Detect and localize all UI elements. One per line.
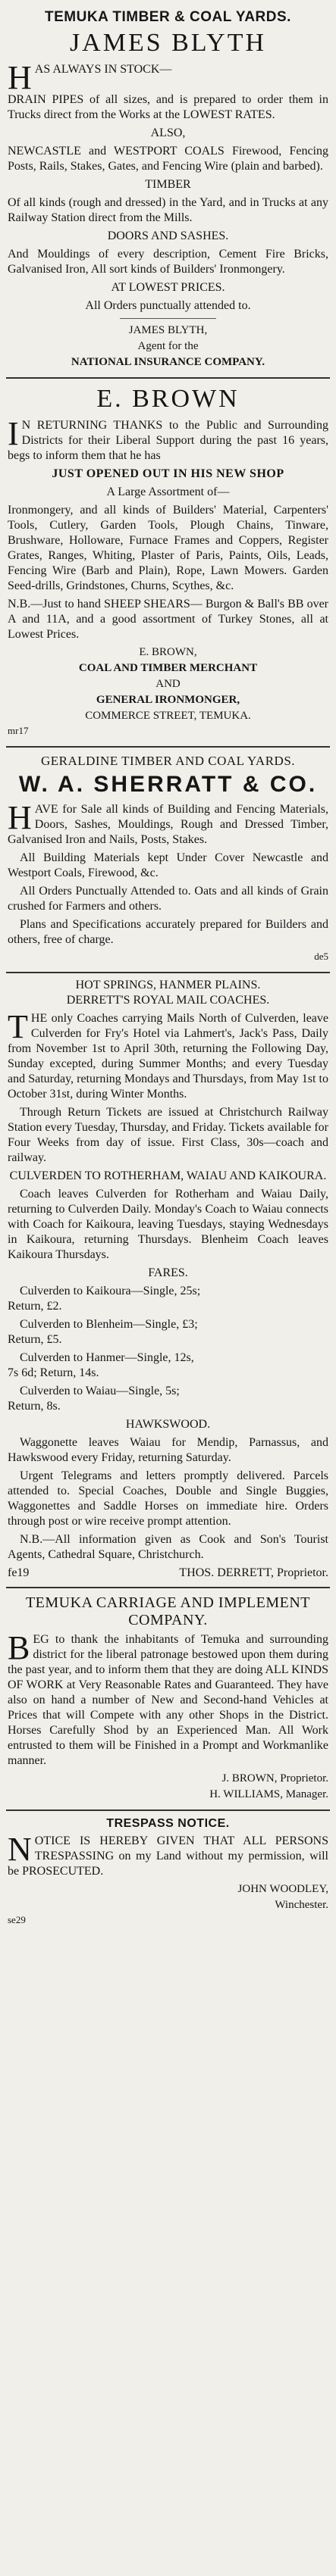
ad-heading: HOT SPRINGS, HANMER PLAINS. <box>75 979 261 991</box>
fare-line: 7s 6d; Return, 14s. <box>8 1366 99 1379</box>
ad-body: Plans and Specifications accurately prepared for Builders and others, free of charge. <box>8 918 328 946</box>
signature: NATIONAL INSURANCE COMPANY. <box>71 356 265 368</box>
fare-line: Culverden to Waiau—Single, 5s; <box>20 1385 180 1397</box>
ad-derrett-coaches <box>6 973 330 1588</box>
signature: THOS. DERRETT, Proprietor. <box>179 1566 328 1579</box>
fare-line: Return, 8s. <box>8 1400 61 1413</box>
ad-code: de5 <box>314 951 328 962</box>
ad-body: Ironmongery, and all kinds of Builders' Material, Carpenters' Tools, Cutlery, Garden Tools, Plough Chains, Tinware, Brushware, Holloware, Furnace Frames and Coppers, Register Grates, Ranges, Whiting, Plaster of Paris, Paints, Oils, Leads, Fencing Wire (Barb and Plain), Rope, Lawn Mowers. Garden Seed-drills, Grindstones, Churns, Scythes, &c. <box>8 504 328 592</box>
fare-line: Culverden to Kaikoura—Single, 25s; <box>20 1285 201 1297</box>
ad-temuka-timber <box>6 3 330 379</box>
ad-code: fe19 <box>8 1566 30 1579</box>
ad-body <box>8 59 328 96</box>
signature: GENERAL IRONMONGER, <box>96 694 240 706</box>
ad-body: A Large Assortment of— <box>106 486 230 498</box>
signature: JOHN WOODLEY, <box>237 1883 328 1895</box>
ad-body <box>8 1831 328 1879</box>
signature: COMMERCE STREET, TEMUKA. <box>85 710 251 722</box>
ad-body-text: AVE for Sale all kinds of Building and Fencing Materials, Doors, Sashes, Mouldings, Rough and Dressed Timber, Galvanised Iron and Nails, Posts, Stakes. <box>8 803 328 846</box>
ad-body: NEWCASTLE and WESTPORT COALS Firewood, Fencing Posts, Rails, Stakes, Gates, and Fencing Wire (plain and barbed). <box>8 145 328 173</box>
drop-cap: T <box>8 1008 28 1045</box>
ad-code: mr17 <box>8 725 29 736</box>
section-label: AT LOWEST PRICES. <box>111 281 225 294</box>
ad-heading: DERRETT'S ROYAL MAIL COACHES. <box>66 994 270 1007</box>
ad-heading: TEMUKA TIMBER & COAL YARDS. <box>45 9 291 25</box>
divider <box>120 318 216 319</box>
ad-trespass-notice <box>6 1811 330 1935</box>
ad-body-text: OTICE IS HEREBY GIVEN THAT ALL PERSONS TRESPASSING on my Land without my permission, will be PROSECUTED. <box>8 1834 328 1878</box>
ad-body-text: AS ALWAYS IN STOCK— <box>34 63 172 76</box>
ad-body: Of all kinds (rough and dressed) in the Yard, and in Trucks at any Railway Station direct from the Mills. <box>8 196 328 224</box>
ad-body-text: N RETURNING THANKS to the Public and Surrounding Districts for their Liberal Support during the past 16 years, begs to inform them that he has <box>8 419 328 462</box>
fare-line: Return, £5. <box>8 1333 62 1346</box>
signature: AND <box>155 678 181 690</box>
section-label: ALSO, <box>150 126 186 139</box>
ad-heading: GERALDINE TIMBER AND COAL YARDS. <box>40 754 296 768</box>
ad-body: N.B.—All information given as Cook and Son's Tourist Agents, Cathedral Square, Christchurch. <box>8 1533 328 1561</box>
ad-heading: TRESPASS NOTICE. <box>106 1817 230 1830</box>
section-label: TIMBER <box>145 178 191 191</box>
ad-body: DRAIN PIPES of all sizes, and is prepared to order them in Trucks direct from the Works at the LOWEST RATES. <box>8 93 328 121</box>
section-label: CULVERDEN TO ROTHERHAM, WAIAU AND KAIKOURA. <box>9 1169 327 1182</box>
drop-cap: H <box>8 799 32 836</box>
advertiser-name: W. A. SHERRATT & CO. <box>18 772 318 797</box>
advertiser-name: E. BROWN <box>96 385 240 413</box>
ad-body: Urgent Telegrams and letters promptly delivered. Parcels attended to. Special Coaches, Double and Single Buggies, Waggonettes and Saddle Horses on immediate hire. Orders through post or wire receive prompt attention. <box>8 1469 328 1528</box>
ad-body-text: HE only Coaches carrying Mails North of Culverden, leave Culverden for Fry's Hotel via Lahmert's, Jack's Pass, Daily from November 1st to April 30th, returning the Following Day, Sunday excepted, during Summer Months; and every Tuesday and Saturday, returning Mondays and Thursdays, from May 1st to October 31st, during Winter Months. <box>8 1012 328 1101</box>
ad-body <box>8 799 328 848</box>
ad-body <box>8 1629 328 1769</box>
ad-body: Through Return Tickets are issued at Christchurch Railway Station every Tuesday, Thursday, and Friday. Tickets available for Four Weeks from day of issue. First Class, 30s—coach and railway. <box>8 1106 328 1164</box>
signature: COAL AND TIMBER MERCHANT <box>78 662 258 674</box>
section-label: DOORS AND SASHES. <box>107 229 229 242</box>
signature: Agent for the <box>137 340 199 352</box>
ad-body <box>8 415 328 464</box>
fare-line: Return, £2. <box>8 1300 62 1313</box>
ad-body: Waggonette leaves Waiau for Mendip, Parnassus, and Hawkswood every Friday, returning Saturday. <box>8 1436 328 1464</box>
drop-cap: H <box>8 59 32 96</box>
drop-cap: I <box>8 415 19 452</box>
ad-heading: TEMUKA CARRIAGE AND IMPLEMENT COMPANY. <box>25 1594 311 1628</box>
advertiser-name: JAMES BLYTH <box>69 29 267 57</box>
ad-code: se29 <box>8 1914 26 1925</box>
fare-line: Culverden to Hanmer—Single, 12s, <box>20 1351 194 1364</box>
signature: H. WILLIAMS, Manager. <box>209 1788 328 1800</box>
ad-body <box>8 1008 328 1102</box>
ad-body: All Building Materials kept Under Cover Newcastle and Westport Coals, Firewood, &c. <box>8 851 328 879</box>
ad-body: All Orders punctually attended to. <box>85 299 251 312</box>
section-label: HAWKSWOOD. <box>125 1418 211 1431</box>
signature: JAMES BLYTH, <box>128 324 208 336</box>
ad-body: N.B.—Just to hand SHEEP SHEARS— Burgon & Ball's BB over A and 11A, and a good assortment of Turkey Stones, all at Lowest Prices. <box>8 598 328 641</box>
fare-line: Culverden to Blenheim—Single, £3; <box>20 1318 198 1331</box>
newspaper-column <box>6 0 330 1935</box>
signature-row <box>8 1566 328 1581</box>
ad-temuka-carriage <box>6 1588 330 1811</box>
signature: J. BROWN, Proprietor. <box>221 1772 328 1784</box>
signature: E. BROWN, <box>139 646 197 658</box>
section-label: JUST OPENED OUT IN HIS NEW SHOP <box>52 467 284 480</box>
ad-geraldine-timber <box>6 748 330 973</box>
ad-e-brown <box>6 379 330 748</box>
ad-body: All Orders Punctually Attended to. Oats and all kinds of Grain crushed for Farmers and others. <box>8 885 328 913</box>
ad-body-text: EG to thank the inhabitants of Temuka and surrounding district for the liberal patronage bestowed upon them during the past year, and to inform them that they are doing ALL KINDS OF WORK at Very Reasonable Rates and Guaranteed. They have also on hand a number of New and Second-hand Vehicles at Prices that will Compete with any other Shops in the District. Horses Carefully Shod by an Experienced Man. All Work entrusted to them will be Finished in a Prompt and Workmanlike manner. <box>8 1633 328 1767</box>
drop-cap: N <box>8 1831 32 1868</box>
section-label: FARES. <box>148 1266 188 1279</box>
signature: Winchester. <box>275 1899 328 1911</box>
drop-cap: B <box>8 1629 30 1666</box>
ad-body: Coach leaves Culverden for Rotherham and Waiau Daily, returning to Culverden Daily. Monday's Coach to Waiau connects with Coach for Kaikoura, leaving Tuesdays, staying Wednesdays in Kaikoura, returning Thursdays. Blenheim Coach leaves Kaikoura Thursdays. <box>8 1188 328 1261</box>
ad-body: And Mouldings of every description, Cement Fire Bricks, Galvanised Iron, All sort kinds of Builders' Ironmongery. <box>8 248 328 276</box>
